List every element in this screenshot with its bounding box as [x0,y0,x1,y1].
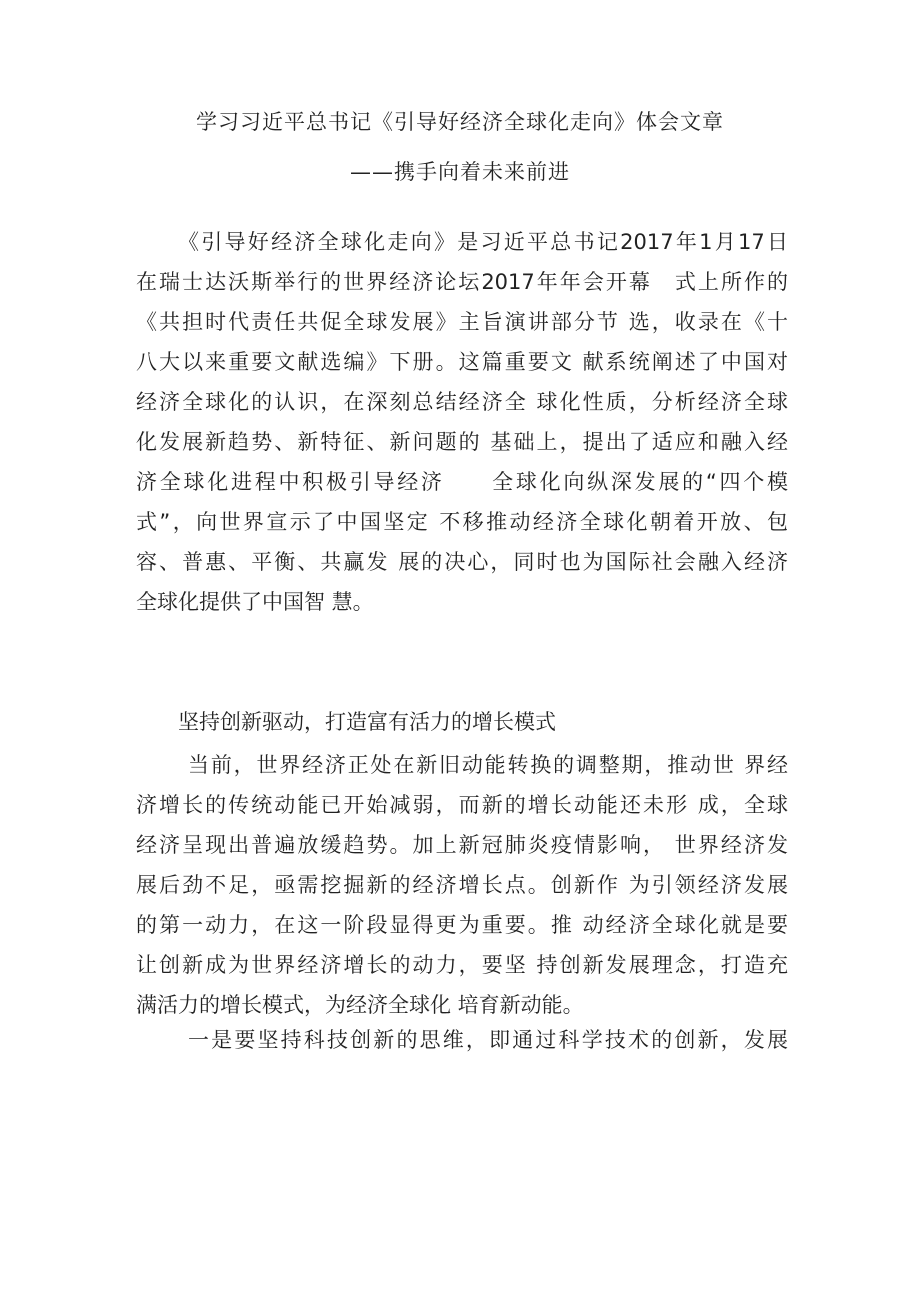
paragraph-point-one [136,1020,788,1060]
document-title: 学习习近平总书记《引导好经济全球化走向》体会文章 [196,110,724,134]
text-line: 八大以来重要文献选编》下册。这篇重要文 献系统阐述了中国对 [136,350,788,374]
paragraph-intro [136,222,788,622]
text-line: 济全球化进程中积极引导经济 全球化向纵深发展的“四个模 [136,470,788,494]
text-line: 满活力的增长模式，为经济全球化 培育新动能。 [136,993,584,1017]
text-line: 容、普惠、平衡、共赢发 展的决心，同时也为国际社会融入经济 [136,550,788,574]
text-line: 《引导好经济全球化走向》是习近平总书记2017年1月17日 [178,230,788,254]
text-line: 全球化提供了中国智 慧。 [136,590,374,614]
text-line: 《共担时代责任共促全球发展》主旨演讲部分节 选，收录在《十 [136,310,788,334]
text-line: 当前，世界经济正处在新旧动能转换的调整期，推动世 界经 [188,753,788,777]
text-line: 在瑞士达沃斯举行的世界经济论坛2017年年会开幕 式上所作的 [136,270,788,294]
text-line: 让创新成为世界经济增长的动力，要坚 持创新发展理念，打造充 [136,953,788,977]
text-line: 经济全球化的认识，在深刻总结经济全 球化性质，分析经济全球 [136,390,788,414]
document-subtitle: ——携手向着未来前进 [350,160,570,184]
text-line: 坚持创新驱动，打造富有活力的增长模式 [178,710,556,734]
text-line: 济增长的传统动能已开始减弱，而新的增长动能还未形 成，全球 [136,793,788,817]
text-line: 的第一动力，在这一阶段显得更为重要。推 动经济全球化就是要 [136,913,788,937]
text-line: 展后劲不足，亟需挖掘新的经济增长点。创新作 为引领经济发展 [136,873,788,897]
text-line: 经济呈现出普遍放缓趋势。加上新冠肺炎疫情影响， 世界经济发 [136,833,788,857]
paragraph-innovation [136,745,788,1025]
section-heading [136,702,788,742]
text-line: 式”，向世界宣示了中国坚定 不移推动经济全球化朝着开放、包 [136,510,788,534]
text-line: 一是要坚持科技创新的思维，即通过科学技术的创新，发展 [188,1028,788,1052]
text-line: 化发展新趋势、新特征、新问题的 基础上，提出了适应和融入经 [136,430,788,454]
